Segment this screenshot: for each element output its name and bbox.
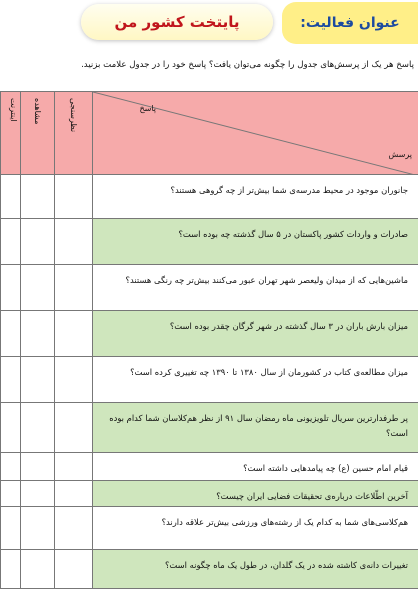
survey-checkbox[interactable] <box>54 219 92 264</box>
question-text: آخرین اطّلاعات درباره‌ی تحقیقات فضایی ایران چیست؟ <box>216 491 408 501</box>
survey-checkbox[interactable] <box>54 481 92 506</box>
table-row <box>0 357 418 403</box>
question-cell <box>92 507 418 549</box>
internet-checkbox[interactable] <box>0 507 20 549</box>
header-question-label: پرسش <box>388 150 412 159</box>
question-text: قیام امام حسین (ع) چه پیامدهایی داشته است؟ <box>243 463 408 473</box>
question-cell <box>92 403 418 452</box>
question-cell <box>92 481 418 506</box>
observation-checkbox[interactable] <box>20 550 54 588</box>
table-row <box>0 507 418 550</box>
survey-checkbox[interactable] <box>54 311 92 356</box>
question-text: پر طرفدارترین سریال تلویزیونی ماه رمضان سال ۹۱ از نظر هم‌کلاسان شما کدام بوده است؟ <box>109 413 408 438</box>
header-question-answer <box>92 92 418 176</box>
table-row <box>0 219 418 265</box>
observation-checkbox[interactable] <box>20 175 54 218</box>
table-row <box>0 453 418 481</box>
activity-label: عنوان فعالیت: <box>282 2 418 44</box>
header-observation-label: مشاهده <box>33 98 42 125</box>
question-cell <box>92 219 418 264</box>
question-cell <box>92 265 418 310</box>
question-text: جانوران موجود در محیط مدرسه‌ی شما بیش‌تر از چه گروهی هستند؟ <box>170 185 408 195</box>
observation-checkbox[interactable] <box>20 357 54 402</box>
survey-checkbox[interactable] <box>54 175 92 218</box>
question-text: صادرات و واردات کشور پاکستان در ۵ سال گذشته چه بوده است؟ <box>178 229 408 239</box>
internet-checkbox[interactable] <box>0 175 20 218</box>
observation-checkbox[interactable] <box>20 403 54 452</box>
instruction-text: پاسخ هر یک از پرسش‌های جدول را چگونه می‌توان یافت؟ پاسخ خود را در جدول علامت بزنید. <box>81 60 414 70</box>
survey-checkbox[interactable] <box>54 403 92 452</box>
observation-checkbox[interactable] <box>20 453 54 480</box>
internet-checkbox[interactable] <box>0 357 20 402</box>
survey-checkbox[interactable] <box>54 265 92 310</box>
header-observation <box>20 92 54 176</box>
internet-checkbox[interactable] <box>0 453 20 480</box>
header-internet <box>0 92 20 176</box>
table-row <box>0 311 418 357</box>
internet-checkbox[interactable] <box>0 311 20 356</box>
survey-checkbox[interactable] <box>54 550 92 588</box>
table-row <box>0 403 418 453</box>
internet-checkbox[interactable] <box>0 481 20 506</box>
question-cell <box>92 357 418 402</box>
research-table <box>0 91 418 600</box>
survey-checkbox[interactable] <box>54 507 92 549</box>
table-row <box>0 265 418 311</box>
header-survey <box>54 92 92 176</box>
observation-checkbox[interactable] <box>20 265 54 310</box>
internet-checkbox[interactable] <box>0 219 20 264</box>
question-text: هم‌کلاسی‌های شما به کدام یک از رشته‌های ورزشی بیش‌تر علاقه دارند؟ <box>161 517 408 527</box>
survey-checkbox[interactable] <box>54 357 92 402</box>
header-answer-label: پاسخ <box>139 104 156 113</box>
question-text: میزان مطالعه‌ی کتاب در کشورمان از سال ۱۳۸۰ تا ۱۳۹۰ چه تغییری کرده است؟ <box>130 367 408 377</box>
observation-checkbox[interactable] <box>20 481 54 506</box>
question-text: تغییرات دانه‌ی کاشته شده در یک گلدان، در طول یک ماه چگونه است؟ <box>164 560 408 570</box>
question-cell <box>92 175 418 218</box>
survey-checkbox[interactable] <box>54 453 92 480</box>
observation-checkbox[interactable] <box>20 219 54 264</box>
observation-checkbox[interactable] <box>20 507 54 549</box>
question-cell <box>92 453 418 480</box>
question-cell <box>92 311 418 356</box>
table-row <box>0 550 418 589</box>
question-cell <box>92 550 418 588</box>
header-survey-label: نظرسنجی <box>69 98 78 133</box>
question-text: ماشین‌هایی که از میدان ولیعصر شهر تهران عبور می‌کنند بیش‌تر چه رنگی هستند؟ <box>125 275 408 285</box>
table-row <box>0 175 418 219</box>
internet-checkbox[interactable] <box>0 265 20 310</box>
activity-title: پایتخت کشور من <box>81 4 273 40</box>
internet-checkbox[interactable] <box>0 403 20 452</box>
table-row <box>0 481 418 507</box>
header-internet-label: اینترنت <box>9 98 18 122</box>
observation-checkbox[interactable] <box>20 311 54 356</box>
internet-checkbox[interactable] <box>0 550 20 588</box>
question-text: میزان بارش باران در ۳ سال گذشته در شهر گرگان چقدر بوده است؟ <box>169 321 408 331</box>
table-header <box>0 91 418 175</box>
